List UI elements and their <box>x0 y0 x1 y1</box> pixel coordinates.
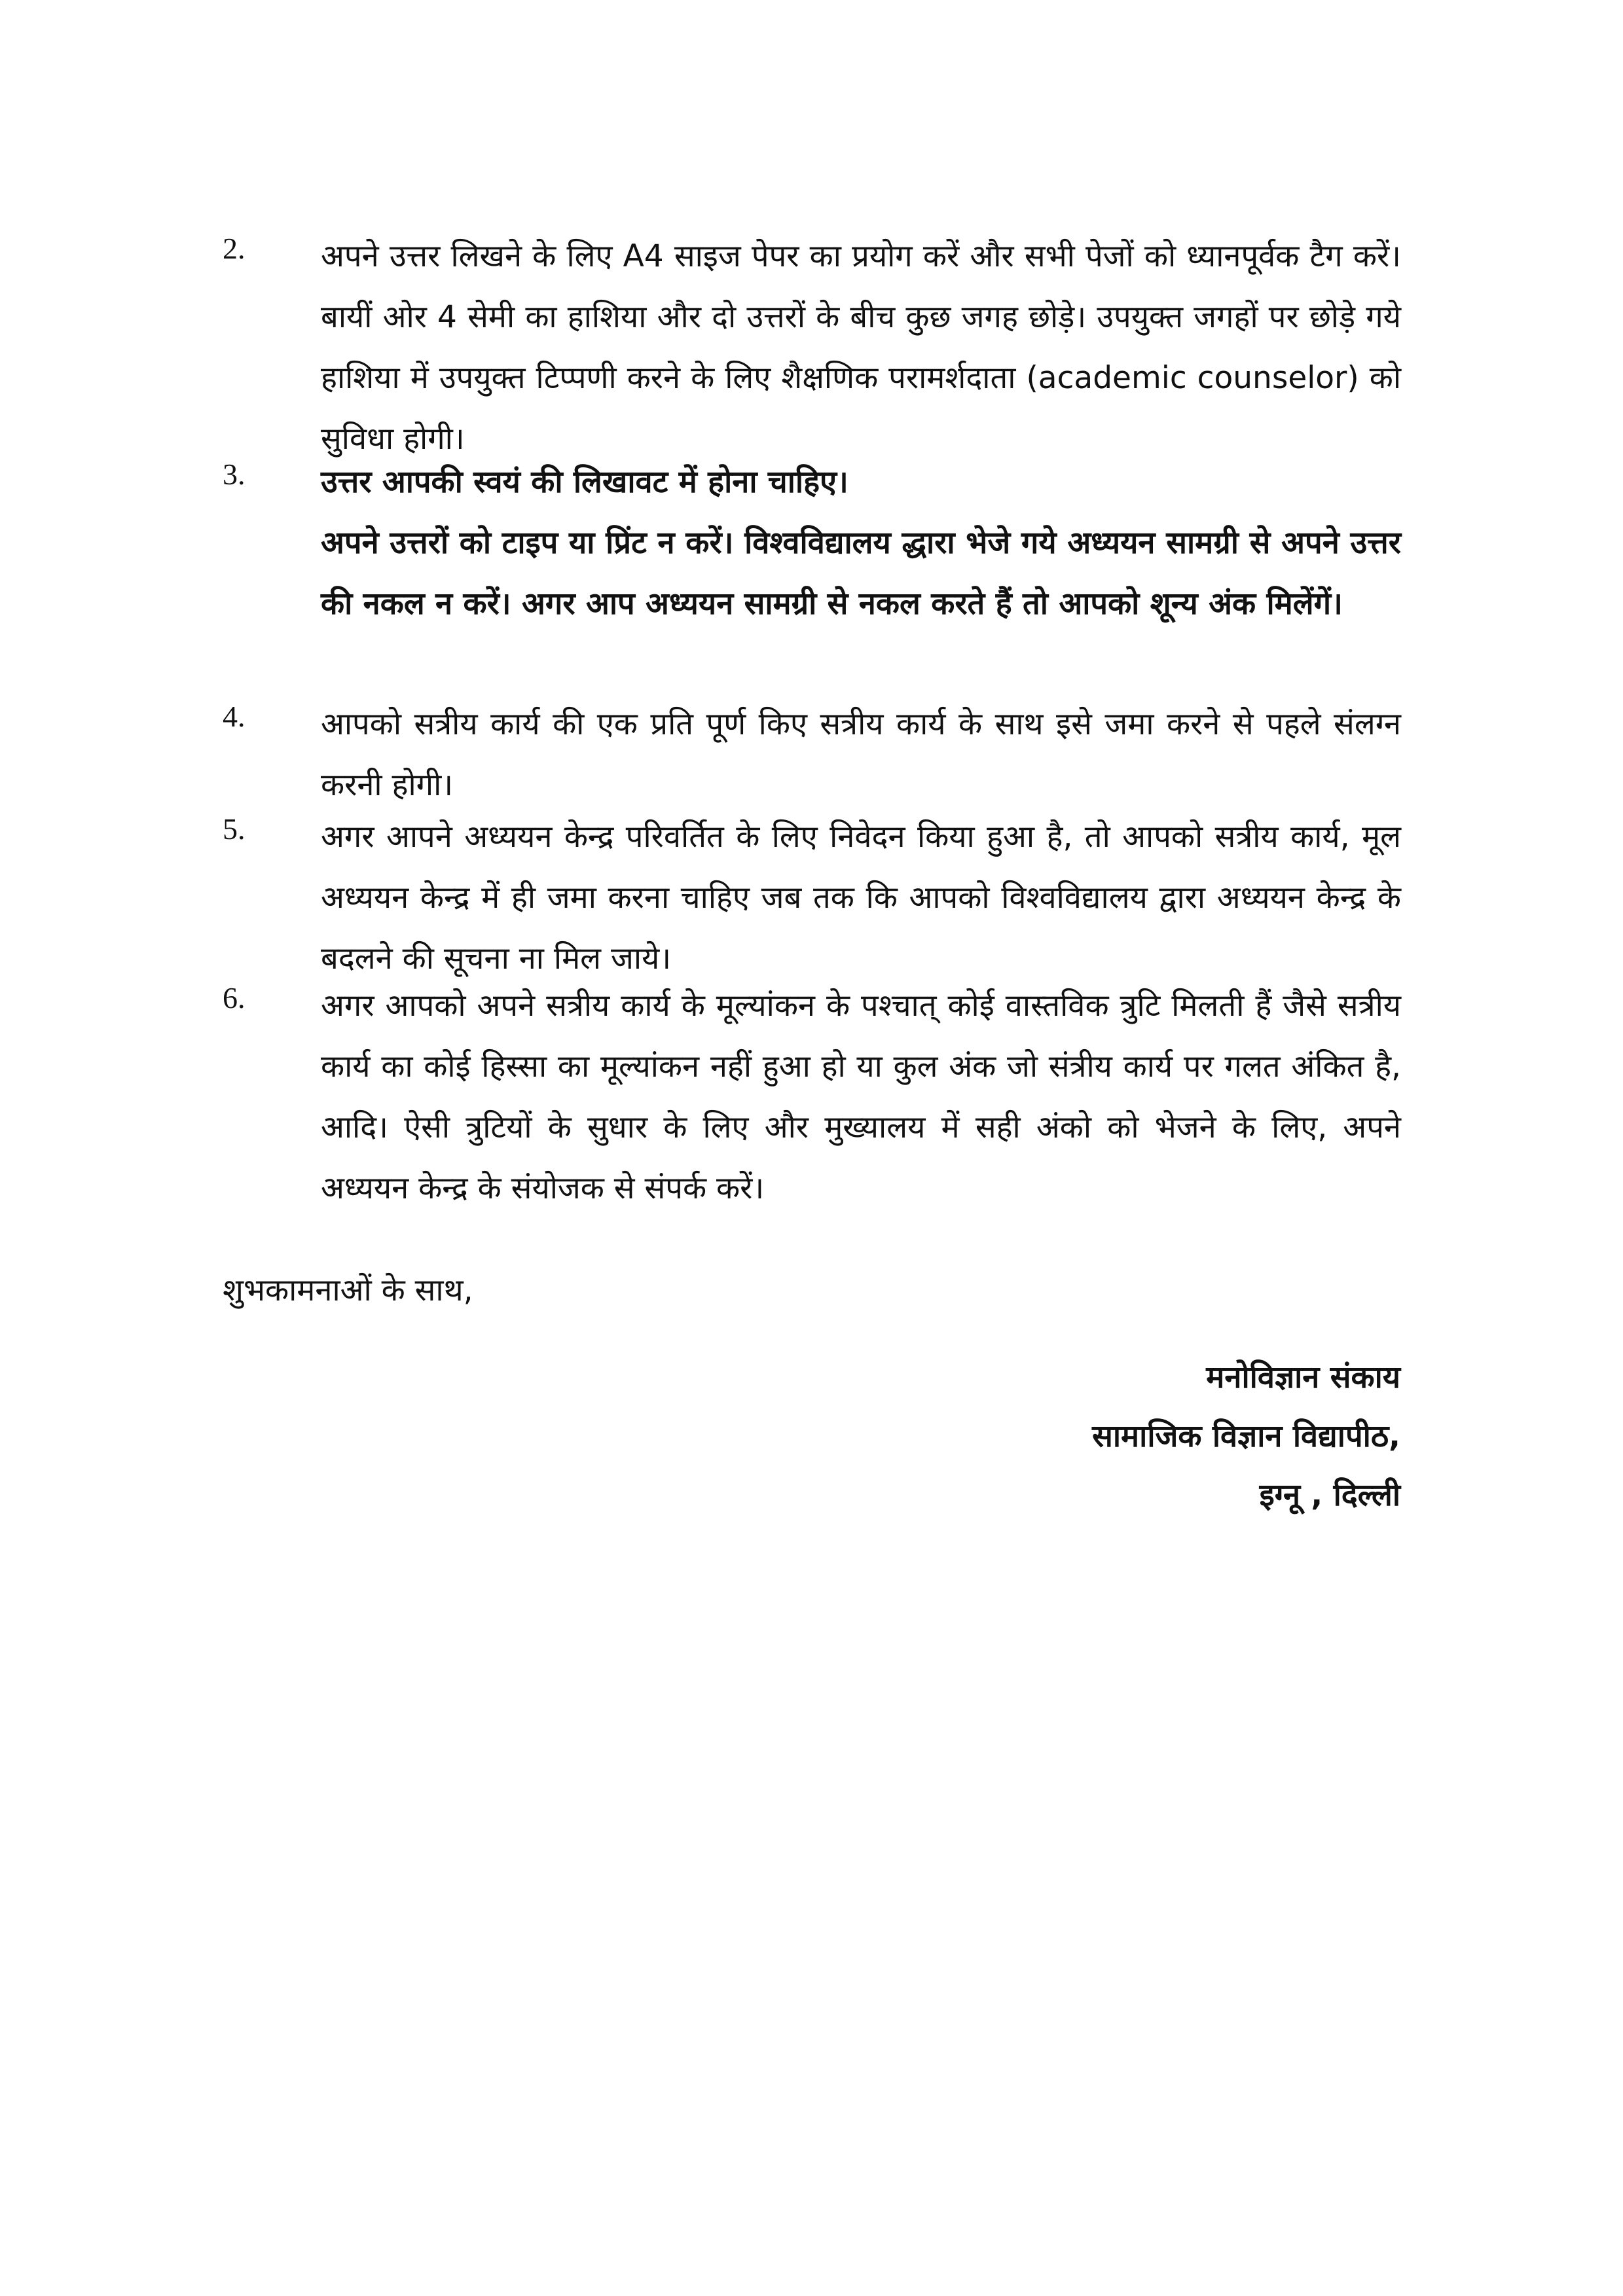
list-number: 4. <box>223 700 246 733</box>
list-item-text: अगर आपको अपने सत्रीय कार्य के मूल्यांकन के पश्चात् कोई वास्तविक त्रुटि मिलती हैं जैसे सत्रीय कार्य का कोई हिस्सा का मूल्यांकन नहीं हुआ हो या कुल अंक जो संत्रीय कार्य पर गलत अंकित है, आदि। ऐसी त्रुटियों के सुधार के लिए और मुख्यालय में सही अंको को भेजने के लिए, अपने अध्ययन केन्द्र के संयोजक से संपर्क करें। <box>321 988 1401 1206</box>
signature-block <box>1092 1348 1400 1525</box>
list-number: 2. <box>223 232 246 265</box>
list-number: 3. <box>223 457 246 491</box>
list-number: 5. <box>223 812 246 846</box>
list-item-text: अगर आपने अध्ययन केन्द्र परिवर्तित के लिए निवेदन किया हुआ है, तो आपको सत्रीय कार्य, मूल अध्ययन केन्द्र में ही जमा करना चाहिए जब तक कि आपको विश्वविद्यालय द्वारा अध्ययन केन्द्र के बदलने की सूचना ना मिल जाये। <box>321 819 1401 977</box>
list-item-text-bold-heading: उत्तर आपकी स्वयं की लिखावट में होना चाहिए। <box>321 464 848 500</box>
signature-university: इग्नू , दिल्ली <box>1259 1477 1400 1513</box>
list-item-text-bold-body: अपने उत्तरों को टाइप या प्रिंट न करें। विश्वविद्यालय द्धारा भेजे गये अध्ययन सामग्री से अपने उत्तर की नकल न करें। अगर आप अध्ययन सामग्री से नकल करते हैं तो आपको शून्य अंक मिलेंगें। <box>321 525 1401 622</box>
closing-line: शुभकामनाओं के साथ, <box>223 1272 473 1308</box>
signature-department: मनोविज्ञान संकाय <box>1206 1359 1400 1395</box>
list-item-text: अपने उत्तर लिखने के लिए A4 साइज पेपर का प्रयोग करें और सभी पेजों को ध्यानपूर्वक टैग करें। बायीं ओर 4 सेमी का हाशिया और दो उत्तरों के बीच कुछ जगह छोड़े। उपयुक्त जगहों पर छोड़े गये हाशिया में उपयुक्त टिप्पणी करने के लिए शैक्षणिक परामर्शदाता (academic counselor) को सुविधा होगी। <box>321 238 1401 457</box>
list-item-text: आपको सत्रीय कार्य की एक प्रति पूर्ण किए सत्रीय कार्य के साथ इसे जमा करने से पहले संलग्न करनी होगी। <box>321 706 1401 803</box>
signature-school: सामाजिक विज्ञान विद्यापीठ, <box>1092 1418 1400 1454</box>
list-number: 6. <box>223 981 246 1014</box>
